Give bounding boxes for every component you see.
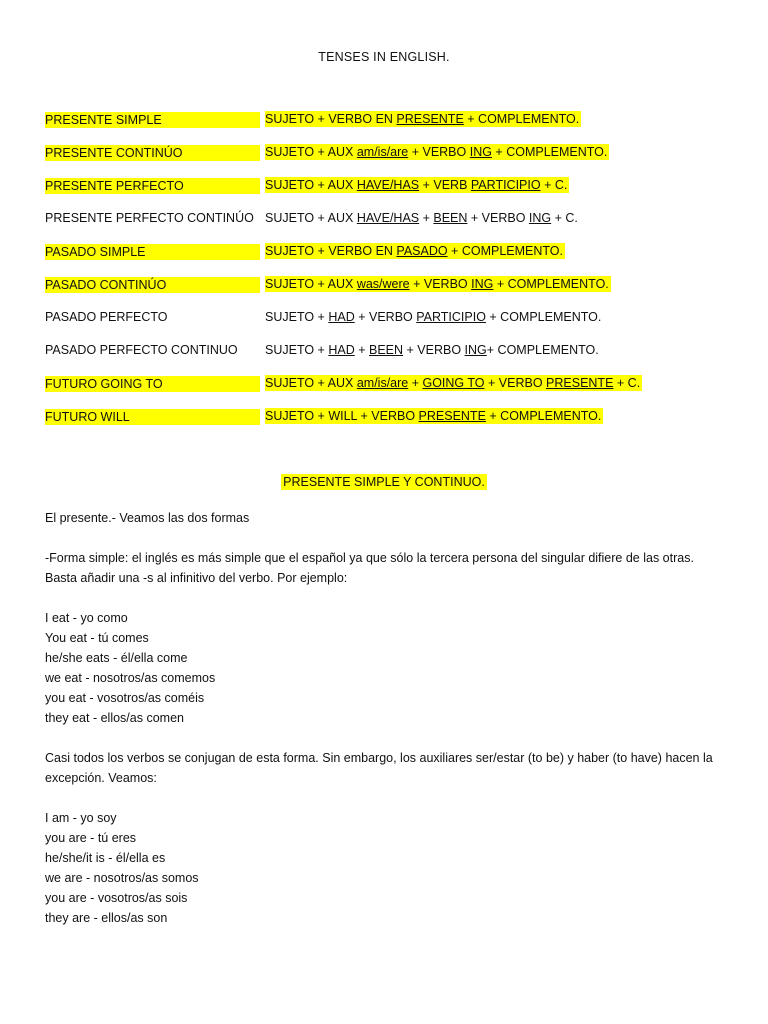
example-spanish: tú comes xyxy=(98,631,149,645)
example-separator: - xyxy=(104,851,116,865)
example-line xyxy=(45,888,725,908)
tense-formula xyxy=(265,376,642,390)
example-separator: - xyxy=(109,651,121,665)
tense-formula xyxy=(265,310,601,324)
formula-keyword: ING xyxy=(471,277,494,291)
formula-keyword: HAD xyxy=(328,343,355,357)
example-spanish: ellos/as son xyxy=(101,911,168,925)
formula-text: SUJETO + AUX xyxy=(265,178,357,192)
formula-text: + VERBO xyxy=(403,343,465,357)
eat-examples-list xyxy=(45,608,725,728)
formula-text: + COMPLEMENTO. xyxy=(485,310,602,324)
example-english: I eat xyxy=(45,611,70,625)
example-spanish: tú eres xyxy=(97,831,137,845)
tense-row xyxy=(45,211,725,244)
example-english: we eat xyxy=(45,671,82,685)
tense-row xyxy=(45,244,725,277)
section-title-text: PRESENTE SIMPLE Y CONTINUO. xyxy=(283,475,485,489)
tense-row xyxy=(45,310,725,343)
example-separator: - xyxy=(81,671,93,685)
section-title xyxy=(0,475,768,489)
formula-keyword: GOING TO xyxy=(422,376,485,390)
tense-formula xyxy=(265,343,599,357)
document-title: TENSES IN ENGLISH. xyxy=(318,50,450,64)
tense-name: PRESENTE PERFECTO CONTINÚO xyxy=(45,211,254,225)
formula-keyword: PASADO xyxy=(396,244,448,258)
formula-text: + VERBO xyxy=(354,310,417,324)
formula-text: + VERBO xyxy=(409,277,472,291)
formula-keyword: ING xyxy=(464,343,487,357)
formula-keyword: PRESENTE xyxy=(546,376,614,390)
formula-text: SUJETO + AUX xyxy=(265,376,357,390)
formula-keyword: PARTICIPIO xyxy=(416,310,486,324)
explanation-body xyxy=(45,508,725,928)
formula-text: + C. xyxy=(551,211,578,225)
example-english: You eat xyxy=(45,631,87,645)
example-english: they eat xyxy=(45,711,90,725)
formula-keyword: am/is/are xyxy=(356,145,409,159)
example-english: you are xyxy=(45,891,87,905)
tense-formula xyxy=(265,178,569,192)
formula-text: SUJETO + VERBO EN xyxy=(265,244,397,258)
tense-row xyxy=(45,376,725,409)
tense-name: PASADO CONTINÚO xyxy=(45,277,260,293)
example-english: you are xyxy=(45,831,87,845)
formula-text: SUJETO + WILL + VERBO xyxy=(265,409,419,423)
example-spanish: él/ella come xyxy=(120,651,188,665)
formula-keyword: BEEN xyxy=(369,343,404,357)
formula-text: + COMPLEMENTO. xyxy=(463,112,580,126)
exception-line-1: Casi todos los verbos se conjugan de esta forma. Sin embargo, los auxiliares ser/estar (to be) y haber (to have) hacen la xyxy=(45,751,713,765)
example-separator: - xyxy=(69,811,81,825)
formula-text: + xyxy=(419,211,434,225)
example-separator: - xyxy=(69,611,81,625)
formula-text: SUJETO + AUX xyxy=(265,211,357,225)
intro-paragraph: El presente.- Veamos las dos formas xyxy=(45,511,250,525)
tense-name: PRESENTE SIMPLE xyxy=(45,112,260,128)
formula-text: SUJETO + AUX xyxy=(265,277,357,291)
example-spanish: yo soy xyxy=(80,811,117,825)
example-english: you eat xyxy=(45,691,87,705)
tense-row xyxy=(45,178,725,211)
be-examples-list xyxy=(45,808,725,928)
example-spanish: él/ella es xyxy=(115,851,166,865)
example-spanish: vosotros/as sois xyxy=(97,891,188,905)
formula-keyword: PRESENTE xyxy=(418,409,486,423)
tense-name: PASADO PERFECTO xyxy=(45,310,168,324)
formula-text: + xyxy=(408,376,423,390)
formula-keyword: BEEN xyxy=(433,211,468,225)
example-line xyxy=(45,828,725,848)
tense-row xyxy=(45,409,725,442)
tense-name: FUTURO GOING TO xyxy=(45,376,260,392)
example-separator: - xyxy=(86,691,98,705)
exception-line-2: excepción. Veamos: xyxy=(45,771,157,785)
example-line xyxy=(45,868,725,888)
formula-keyword: HAVE/HAS xyxy=(356,178,420,192)
formula-text: + COMPLEMENTO. xyxy=(447,244,563,258)
formula-keyword: ING xyxy=(469,145,492,159)
formula-text: SUJETO + AUX xyxy=(265,145,357,159)
formula-text: + COMPLEMENTO. xyxy=(493,277,609,291)
example-line xyxy=(45,668,725,688)
forma-simple-line-2: Basta añadir una -s al infinitivo del verbo. Por ejemplo: xyxy=(45,571,348,585)
formula-text: + VERBO xyxy=(484,376,547,390)
formula-keyword: PRESENTE xyxy=(396,112,464,126)
example-line xyxy=(45,908,725,928)
formula-text: + COMPLEMENTO. xyxy=(486,343,599,357)
example-spanish: nosotros/as somos xyxy=(93,871,199,885)
tense-formula xyxy=(265,112,581,126)
formula-text: + VERB xyxy=(419,178,471,192)
example-line xyxy=(45,608,725,628)
example-line xyxy=(45,628,725,648)
tense-name: PASADO SIMPLE xyxy=(45,244,260,260)
tense-name: PRESENTE PERFECTO xyxy=(45,178,260,194)
tense-row xyxy=(45,277,725,310)
example-line xyxy=(45,648,725,668)
formula-keyword: HAD xyxy=(328,310,355,324)
example-english: he/she eats xyxy=(45,651,110,665)
example-line xyxy=(45,808,725,828)
formula-keyword: PARTICIPIO xyxy=(470,178,541,192)
example-separator: - xyxy=(86,891,98,905)
example-separator: - xyxy=(89,711,101,725)
formula-keyword: ING xyxy=(528,211,552,225)
formula-text: + xyxy=(354,343,369,357)
tense-formula xyxy=(265,211,578,225)
formula-text: SUJETO + xyxy=(265,343,329,357)
tense-row xyxy=(45,145,725,178)
tense-formula xyxy=(265,277,611,291)
tense-name: PRESENTE CONTINÚO xyxy=(45,145,260,161)
example-spanish: nosotros/as comemos xyxy=(92,671,216,685)
example-line xyxy=(45,848,725,868)
example-separator: - xyxy=(82,871,94,885)
formula-keyword: am/is/are xyxy=(356,376,409,390)
tense-formula xyxy=(265,409,603,423)
tenses-table xyxy=(45,112,725,442)
example-separator: - xyxy=(86,631,99,645)
example-spanish: ellos/as comen xyxy=(100,711,184,725)
formula-text: + COMPLEMENTO. xyxy=(491,145,608,159)
tense-formula xyxy=(265,244,565,258)
example-spanish: yo como xyxy=(80,611,128,625)
formula-text: + VERBO xyxy=(467,211,529,225)
example-english: we are xyxy=(45,871,83,885)
example-english: I am xyxy=(45,811,70,825)
example-english: they are xyxy=(45,911,91,925)
formula-keyword: was/were xyxy=(356,277,410,291)
forma-simple-line-1: -Forma simple: el inglés es más simple que el español ya que sólo la tercera persona del singular difiere de las otras. xyxy=(45,551,694,565)
tense-row xyxy=(45,112,725,145)
formula-text: SUJETO + VERBO EN xyxy=(265,112,397,126)
example-line xyxy=(45,708,725,728)
example-english: he/she/it is xyxy=(45,851,105,865)
example-separator: - xyxy=(90,911,102,925)
formula-text: SUJETO + xyxy=(265,310,329,324)
formula-text: + C. xyxy=(540,178,568,192)
tense-name: FUTURO WILL xyxy=(45,409,260,425)
formula-keyword: HAVE/HAS xyxy=(356,211,420,225)
tense-name: PASADO PERFECTO CONTINUO xyxy=(45,343,238,357)
formula-text: + VERBO xyxy=(408,145,470,159)
tense-row xyxy=(45,343,725,376)
example-separator: - xyxy=(86,831,98,845)
tense-formula xyxy=(265,145,609,159)
formula-text: + COMPLEMENTO. xyxy=(485,409,602,423)
example-spanish: vosotros/as coméis xyxy=(97,691,205,705)
formula-text: + C. xyxy=(613,376,641,390)
example-line xyxy=(45,688,725,708)
